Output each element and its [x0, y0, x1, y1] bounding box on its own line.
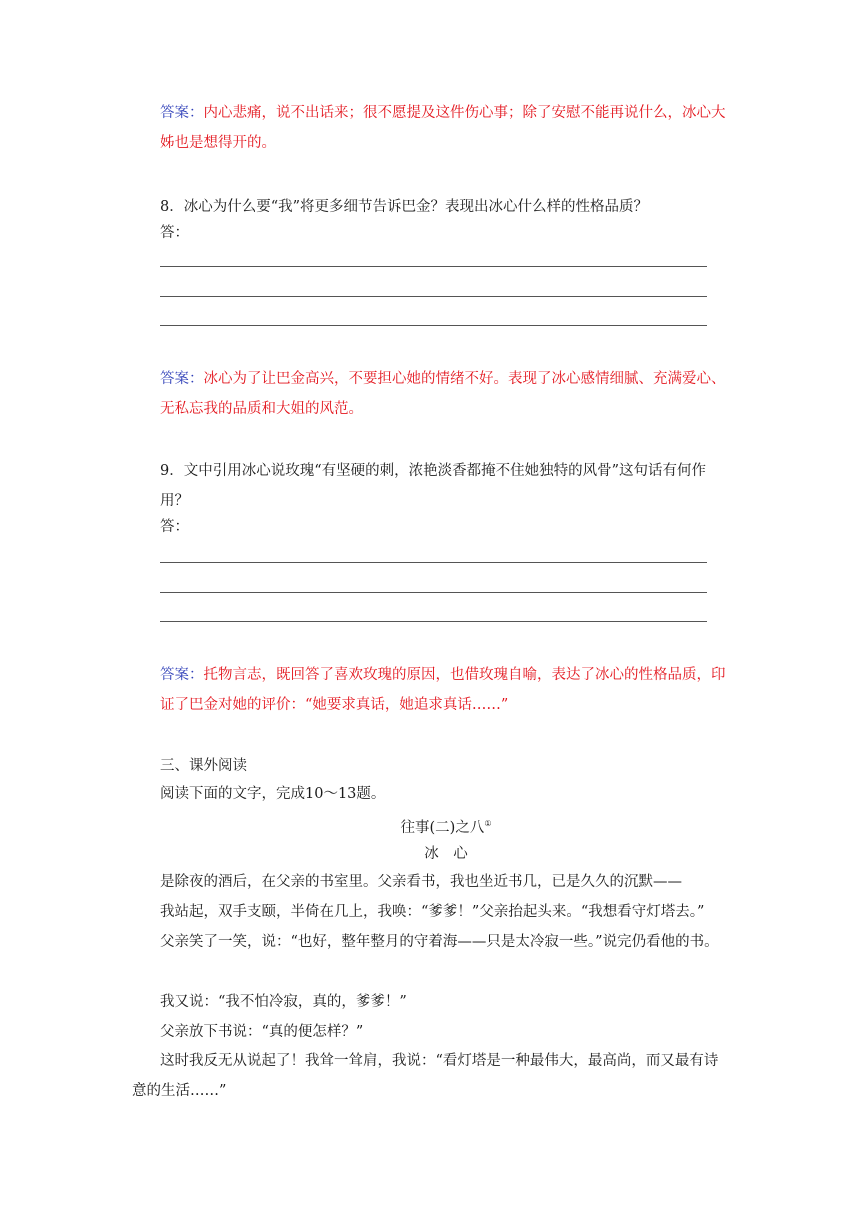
answer-line — [160, 325, 707, 326]
article-author: 冰 心 — [424, 846, 468, 862]
answer-label: 答案： — [160, 667, 204, 683]
answer-8 — [160, 364, 732, 424]
answer-line — [160, 592, 707, 593]
article-paragraph: 我站起，双手支颐，半倚在几上，我唤：“爹爹！”父亲抬起头来。“我想看守灯塔去。” — [160, 904, 705, 920]
article-title-text: 往事(二)之八 — [400, 819, 485, 836]
answer-text: 内心悲痛，说不出话来；很不愿提及这件伤心事；除了安慰不能再说什么，冰心大姊也是想得开的。 — [160, 105, 726, 151]
answer-7 — [160, 98, 732, 158]
answer-label: 答案： — [160, 105, 204, 121]
answer-prompt: 答： — [160, 225, 189, 241]
answer-line — [160, 296, 707, 297]
answer-line — [160, 562, 707, 563]
answer-line — [160, 266, 707, 267]
answer-9 — [160, 660, 732, 720]
article-paragraph: 我又说：“我不怕冷寂，真的，爹爹！” — [160, 994, 407, 1010]
question-9: 9．文中引用冰心说玫瑰“有坚硬的刺，浓艳淡香都掩不住她独特的风骨”这句话有何作用？ — [160, 463, 707, 509]
article-paragraph: 父亲放下书说：“真的便怎样？” — [160, 1024, 364, 1040]
footnote-mark: ① — [484, 819, 492, 828]
article-title — [160, 809, 732, 843]
question-8: 8．冰心为什么要“我”将更多细节告诉巴金？表现出冰心什么样的性格品质？ — [160, 199, 649, 215]
section-heading: 三、课外阅读 — [160, 758, 247, 774]
article-paragraph: 这时我反无从说起了！我耸一耸肩，我说：“看灯塔是一种最伟大，最高尚，而又最有诗意的生活……” — [132, 1053, 719, 1099]
instruction: 阅读下面的文字，完成10～13题。 — [160, 786, 386, 802]
answer-line — [160, 621, 707, 622]
answer-text: 冰心为了让巴金高兴，不要担心她的情绪不好。表现了冰心感情细腻、充满爱心、无私忘我的品质和大姐的风范。 — [160, 371, 726, 417]
article-paragraph: 父亲笑了一笑，说：“也好，整年整月的守着海——只是太冷寂一些。”说完仍看他的书。 — [160, 934, 719, 950]
answer-label: 答案： — [160, 371, 204, 387]
answer-text: 托物言志，既回答了喜欢玫瑰的原因，也借玫瑰自喻，表达了冰心的性格品质，印证了巴金对她的评价：“她要求真话，她追求真话……” — [160, 667, 726, 713]
article-paragraph: 是除夜的酒后，在父亲的书室里。父亲看书，我也坐近书几，已是久久的沉默—— — [160, 874, 682, 890]
answer-prompt: 答： — [160, 519, 189, 535]
